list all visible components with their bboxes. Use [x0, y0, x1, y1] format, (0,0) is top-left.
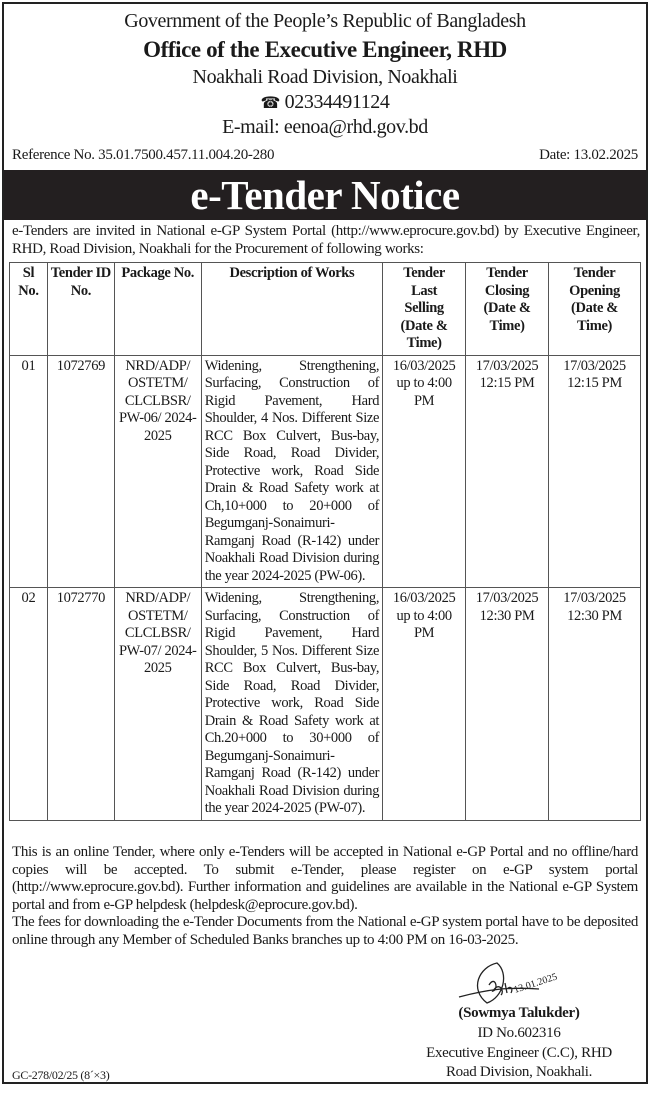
package-cell: NRD/ADP/ OSTETM/ CLCLBSR/ PW-06/ 2024-2025 [114, 355, 201, 588]
closing-cell: 17/03/2025 12:30 PM [466, 588, 549, 821]
svg-text:13.01.2025: 13.01.2025 [512, 971, 559, 996]
email-line: E-mail: eenoa@rhd.gov.bd [222, 116, 428, 138]
footer-notes [12, 844, 638, 949]
signatory-office: Road Division, Noakhali. [445, 1064, 593, 1080]
col-header-sl: Sl No. [10, 263, 48, 356]
table-row [10, 355, 641, 588]
signatory-id: ID No.602316 [477, 1025, 561, 1041]
description-cell: Widening, Strengthening, Surfacing, Construction of Rigid Pavement, Hard Shoulder, 5 Nos. Different Size RCC Box Culvert, Bus-bay, Side Road, Road Divider, Protective work, Road Side Drain & Road Safety work at Ch.20+000 to 30+000 of Begumganj-Sonaimuri-Ramganj Road (R-142) under Noakhali Road Division during the year 2024-2025 (PW-07). [201, 588, 382, 821]
office-title: Office of the Executive Engineer, RHD [143, 37, 507, 62]
tender-table [9, 262, 641, 821]
signature-image [449, 959, 589, 1009]
col-header-tender-id: Tender ID No. [47, 263, 114, 356]
closing-cell: 17/03/2025 12:15 PM [466, 355, 549, 588]
opening-cell: 17/03/2025 12:15 PM [549, 355, 641, 588]
online-tender-paragraph: This is an online Tender, where only e-Tenders will be accepted in National e-GP Portal and no offline/hard copies will be accepted. To submit e-Tender, please register on e-GP system portal (http://www.eprocure.gov.bd). Further information and guidelines are available in the National e-GP System portal and from e-GP helpdesk (helpdesk@eprocure.gov.bd). [12, 844, 638, 913]
intro-paragraph: e-Tenders are invited in National e-GP System Portal (http://www.eprocure.gov.bd) by Executive Engineer, RHD, Road Division, Noakhali for the Procurement of following works: [12, 223, 640, 257]
col-header-last-selling: Tender Last Selling (Date & Time) [383, 263, 466, 356]
last-selling-cell: 16/03/2025 up to 4:00 PM [383, 355, 466, 588]
opening-cell: 17/03/2025 12:30 PM [549, 588, 641, 821]
sl-cell: 01 [10, 355, 48, 588]
signatory-designation: Executive Engineer (C.C), RHD [426, 1045, 612, 1061]
tender-id-cell: 1072769 [47, 355, 114, 588]
notice-frame [2, 2, 648, 1084]
package-cell: NRD/ADP/ OSTETM/ CLCLBSR/ PW-07/ 2024-2025 [114, 588, 201, 821]
table-row [10, 588, 641, 821]
col-header-opening: Tender Opening (Date & Time) [549, 263, 641, 356]
reference-number: Reference No. 35.01.7500.457.11.004.20-280 [12, 147, 275, 163]
last-selling-cell: 16/03/2025 up to 4:00 PM [383, 588, 466, 821]
phone-number: 02334491124 [284, 91, 390, 113]
division-line: Noakhali Road Division, Noakhali [192, 66, 458, 88]
phone-line [4, 91, 646, 114]
telephone-icon: ☎ [260, 95, 281, 112]
description-cell: Widening, Strengthening, Surfacing, Construction of Rigid Pavement, Hard Shoulder, 4 Nos. Different Size RCC Box Culvert, Bus-bay, Side Road, Road Divider, Protective work, Road Side Drain & Road Safety work at Ch,10+000 to 20+000 of Begumganj-Sonaimuri-Ramganj Road (R-142) under Noakhali Road Division during the year 2024-2025 (PW-06). [201, 355, 382, 588]
table-header-row [10, 263, 641, 356]
col-header-description: Description of Works [201, 263, 382, 356]
col-header-closing: Tender Closing (Date & Time) [466, 263, 549, 356]
notice-date: Date: 13.02.2025 [539, 147, 638, 163]
signatory-name: (Sowmya Talukder) [458, 1005, 580, 1021]
government-line: Government of the People’s Republic of Bangladesh [124, 10, 526, 32]
tender-id-cell: 1072770 [47, 588, 114, 821]
fees-paragraph: The fees for downloading the e-Tender Documents from the National e-GP system portal have to be deposited online through any Member of Scheduled Banks branches up to 4:00 PM on 16-03-2025. [12, 914, 638, 948]
gc-code: GC-278/02/25 (8´×3) [12, 1068, 110, 1082]
sl-cell: 02 [10, 588, 48, 821]
notice-title: e-Tender Notice [4, 170, 646, 220]
col-header-package: Package No. [114, 263, 201, 356]
